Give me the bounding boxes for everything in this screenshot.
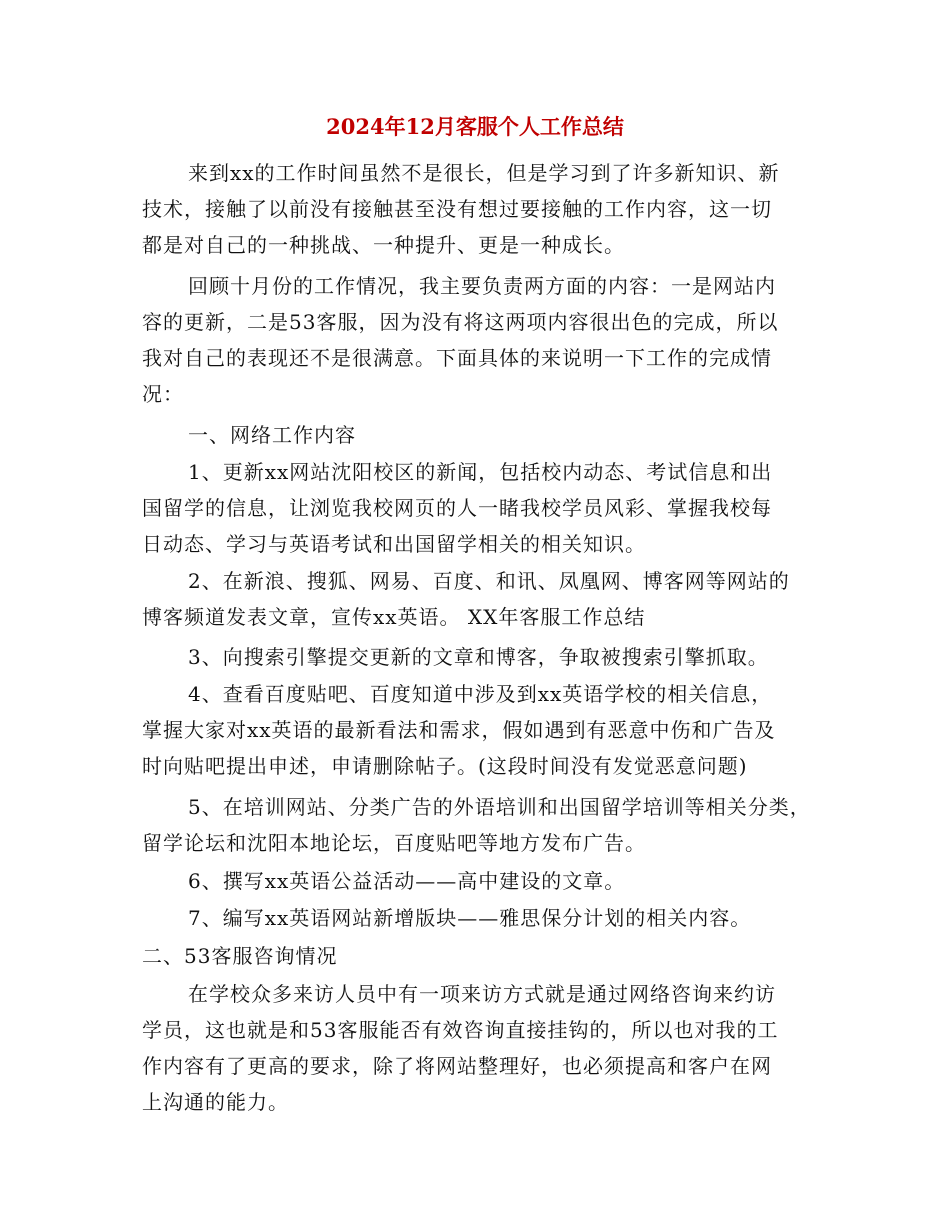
- paragraph-line: 留学论坛和沈阳本地论坛，百度贴吧等地方发布广告。: [142, 831, 646, 855]
- paragraph-line: 容的更新，二是53客服，因为没有将这两项内容很出色的完成，所以: [142, 310, 779, 334]
- paragraph-line: 6、撰写xx英语公益活动——高中建设的文章。: [188, 869, 626, 893]
- document-title: 2024年12月客服个人工作总结: [326, 114, 624, 139]
- paragraph-line: 回顾十月份的工作情况，我主要负责两方面的内容：一是网站内: [188, 274, 776, 298]
- section-heading: 二、53客服咨询情况: [142, 944, 338, 968]
- paragraph-line: 4、查看百度贴吧、百度知道中涉及到xx英语学校的相关信息，: [188, 682, 773, 706]
- paragraph-line: 来到xx的工作时间虽然不是很长，但是学习到了许多新知识、新: [188, 161, 780, 185]
- paragraph-line: 在学校众多来访人员中有一项来访方式就是通过网络咨询来约访: [188, 982, 776, 1006]
- paragraph-line: 我对自己的表现还不是很满意。下面具体的来说明一下工作的完成情: [142, 346, 772, 370]
- paragraph-line: 掌握大家对xx英语的最新看法和需求，假如遇到有恶意中伤和广告及: [142, 718, 776, 742]
- paragraph-line: 3、向搜索引擎提交更新的文章和博客，争取被搜索引擎抓取。: [188, 645, 769, 669]
- paragraph-line: 学员，这也就是和53客服能否有效咨询直接挂钩的，所以也对我的工: [142, 1018, 779, 1042]
- paragraph-line: 博客频道发表文章，宣传xx英语。 XX年客服工作总结: [142, 605, 646, 629]
- paragraph-line: 7、编写xx英语网站新增版块——雅思保分计划的相关内容。: [188, 906, 752, 930]
- paragraph-line: 5、在培训网站、分类广告的外语培训和出国留学培训等相关分类，: [188, 795, 811, 819]
- paragraph-line: 时向贴吧提出申述，申请删除帖子。(这段时间没有发觉恶意问题): [142, 754, 748, 778]
- paragraph-line: 作内容有了更高的要求，除了将网站整理好，也必须提高和客户在网: [142, 1054, 772, 1078]
- paragraph-line: 技术，接触了以前没有接触甚至没有想过要接触的工作内容，这一切: [142, 197, 772, 221]
- paragraph-line: 况：: [142, 382, 184, 406]
- paragraph-line: 国留学的信息，让浏览我校网页的人一睹我校学员风彩、掌握我校每: [142, 496, 772, 520]
- paragraph-line: 日动态、学习与英语考试和出国留学相关的相关知识。: [142, 532, 646, 556]
- paragraph-line: 上沟通的能力。: [142, 1090, 289, 1114]
- paragraph-line: 都是对自己的一种挑战、一种提升、更是一种成长。: [142, 233, 625, 257]
- section-heading: 一、网络工作内容: [188, 423, 356, 447]
- paragraph-line: 2、在新浪、搜狐、网易、百度、和讯、凤凰网、博客网等网站的: [188, 569, 790, 593]
- paragraph-line: 1、更新xx网站沈阳校区的新闻，包括校内动态、考试信息和出: [188, 460, 773, 484]
